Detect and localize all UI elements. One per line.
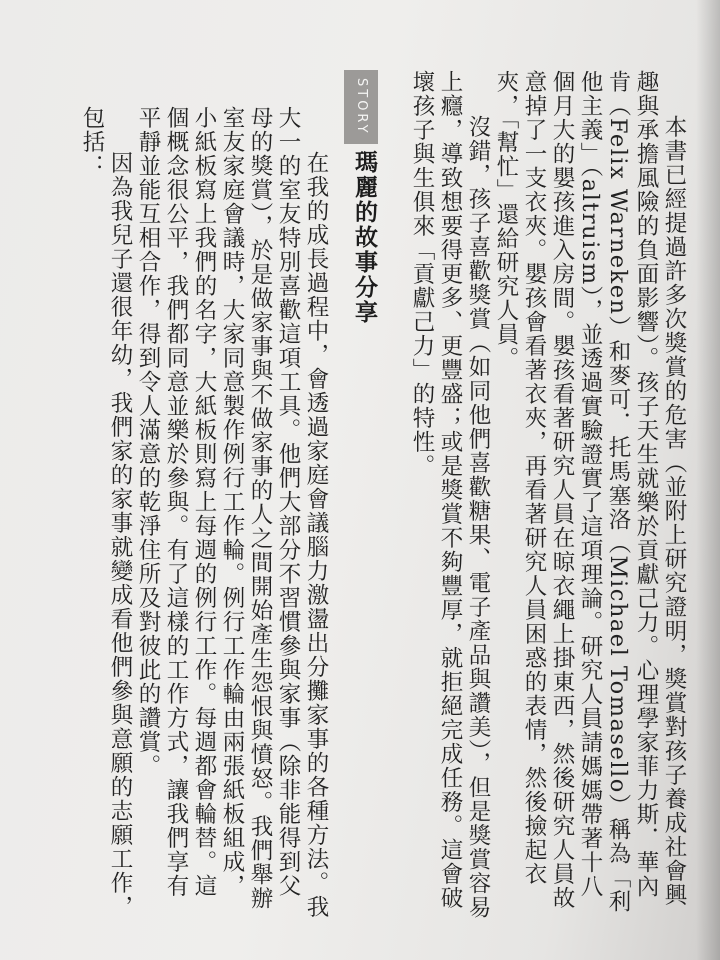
intro-paragraph-1: 本書已經提過許多次獎賞的危害（並附上研究證明，獎賞對孩子養成社會興趣與承擔風險的負面影響）。孩子天生就樂於貢獻己力。心理學家菲力斯．華內肯（Felix Warneken）和麥可．托馬塞洛（Michael Tomasello）稱為「利他主義」（altruism），並透過實驗證實了這項理論。研究人員請媽媽帶著十八個月大的嬰孩進入房間。嬰孩看著研究人員在晾衣繩上掛東西，然後研究人員故意掉了一支衣夾。嬰孩會看著衣夾，再看著研究人員困惑的表情，然後撿起衣夾，「幫忙」還給研究人員。 [493, 70, 687, 914]
story-paragraph-2: 因為我兒子還很年幼，我們家的家事就變成看他們參與意願的志願工作，包括： [79, 106, 133, 919]
page-gutter-shadow [696, 0, 720, 960]
story-title: 瑪麗的故事分享 [351, 149, 377, 325]
story-header [344, 70, 378, 920]
page-body [78, 70, 688, 920]
story-tag: STORY [344, 70, 378, 144]
story-paragraph-1: 在我的成長過程中，會透過家庭會議腦力激盪出分攤家事的各種方法。我大一的室友特別喜歡這項工具。他們大部分不習慣參與家事（除非能得到父母的獎賞），於是做家事與不做家事的人之間開始產生怨恨與憤怒。我們舉辦室友家庭會議時，大家同意製作例行工作輪。例行工作輪由兩張紙板組成，小紙板寫上我們的名字，大紙板則寫上每週的例行工作。每週都會輪替。這個概念很公平，我們都同意並樂於參與。有了這樣的工作方式，讓我們享有平靜並能互相合作，得到令人滿意的乾淨住所及對彼此的讚賞。 [135, 106, 329, 919]
intro-paragraph-2: 沒錯，孩子喜歡獎賞（如同他們喜歡糖果、電子產品與讚美），但是獎賞容易上癮，導致想要得更多、更豐盛；或是獎賞不夠豐厚，就拒絕完成任務。這會破壞孩子與生俱來「貢獻己力」的特性。 [409, 70, 491, 920]
